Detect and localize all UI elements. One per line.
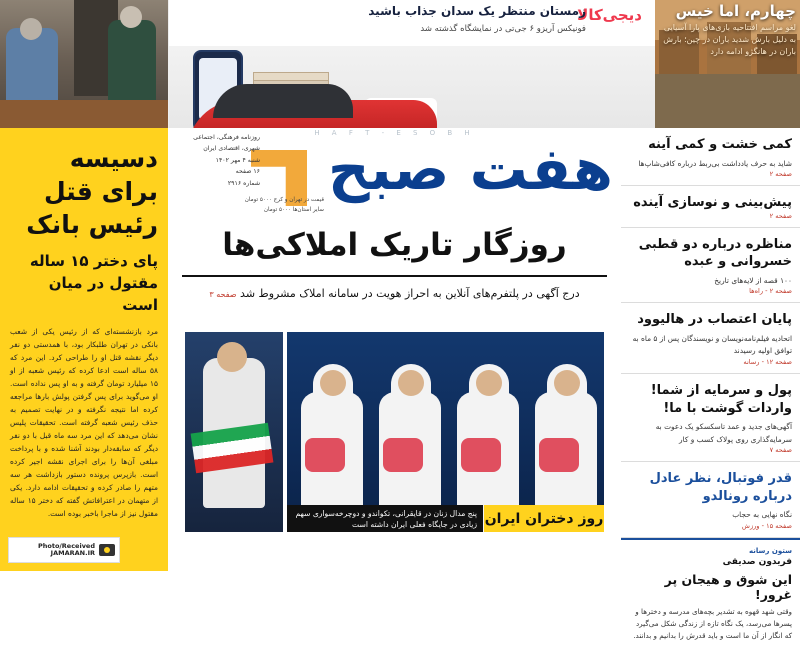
medalists-photo [287, 332, 604, 532]
brief-6-more: صفحه ۱۵ - ورزش [741, 521, 792, 530]
photo-desk [0, 100, 168, 128]
digikala-advertisement[interactable] [168, 0, 656, 128]
masthead [168, 128, 621, 220]
caption-text: پنج مدال زنان در قایقرانی، تکواندو و دوچرخه‌سواری سهم زیادی در جایگاه فعلی ایران داشته است [287, 505, 483, 532]
main-story-block [168, 220, 621, 330]
brief-5-body: آگهی‌های جدید و عمد تاسکسکو یک دعوت به سرمایه‌گذاری روی پولاک کسب و کار [655, 422, 792, 444]
masthead-kicker: H A F T - E S O B H [314, 129, 475, 137]
meta-line-4: ۱۶ صفحه [235, 168, 260, 176]
brief-6-body: نگاه نهایی به حجاب [732, 510, 792, 520]
brief-2-title: پیش‌بینی و نوسازی آینده [633, 195, 792, 211]
price-line-1: قیمت در تهران و کرج ۵۰۰۰ تومان [244, 197, 324, 203]
ad-top-band [169, 0, 656, 46]
meta-line-3: شنبه ۴ مهر ۱۴۰۲ [215, 156, 260, 164]
brief-2-more: صفحه ۲ [769, 211, 792, 220]
photo-credit-line-1: Photo/Received [37, 541, 95, 550]
brief-3-body: ۱۰۰ قصه از لایه‌های تاریخ [714, 275, 792, 285]
ad-subline: فونیکس آریزو ۶ جی‌تی در نمایشگاه گذشته شد [420, 24, 586, 34]
brief-4-title: پایان اعتصاب در هالیوود [637, 312, 792, 328]
brief-3-title: مناظره درباره دو قطبی خسروانی و عبده [638, 236, 792, 270]
left-subhead: پای دختر ۱۵ ساله مقتول در میان است [29, 252, 158, 314]
brief-4-body: اتحادیه فیلم‌نامه‌نویسان و نویسندگان پس از ۵ ماه به توافق اولیه رسیدند [632, 333, 792, 356]
left-story-column [0, 128, 168, 571]
meta-line-2: شهری، اقتصادی ایران [203, 145, 260, 153]
masthead-meta [174, 132, 260, 189]
medalist-3-head [476, 370, 502, 396]
meta-line-1: روزنامه فرهنگی، اجتماعی [193, 134, 260, 141]
ad-headline: زمستان منتظر یک سدان جذاب باشید [368, 4, 586, 18]
headline-rule [182, 275, 607, 277]
brief-item-4[interactable] [621, 303, 800, 374]
brief-item-3[interactable] [621, 228, 800, 304]
medalist-2-bouquet [383, 438, 423, 472]
brief-1-title: کمی خشت و کمی آینه [648, 137, 792, 152]
opinion-body: وقتی شهد قهوه به تشدیر بچه‌های مدرسه و دخترها و پسرها می‌رسد، یک نگاه تازه از زندگی شکل می‌گیرد که انگار از آن ما است و باید قدرش را بدانیم و بدانند. [633, 606, 792, 641]
taekwondo-photo [185, 332, 283, 532]
masthead-title: هفت صبح [327, 135, 613, 203]
photo-head-seated [20, 18, 42, 40]
camera-icon [99, 544, 115, 556]
photo-credit-lines [38, 543, 95, 558]
brief-item-2[interactable] [621, 186, 800, 228]
caption-badge: روز دختران ایران [484, 505, 604, 532]
arrest-photo [0, 0, 168, 128]
meta-line-5: شماره ۲۹۱۶ [227, 179, 260, 187]
medalist-3-bouquet [461, 438, 501, 472]
brief-3-more: صفحه ۲ - راه‌ها [749, 287, 792, 296]
bottom-filler [185, 537, 604, 571]
left-headline: دسیسه برای قتل رئیس بانک [26, 144, 158, 239]
brief-item-1[interactable] [621, 128, 800, 186]
opinion-title: این شوق و هیجان پر غرور! [664, 571, 792, 602]
left-body-text: مرد بازنشسته‌ای که از رئیس یکی از شعب بانکی در تهران طلبکار بود، با همدستی دو نفر دیگر نقشه قتل او را طراحی کرد. این مرد که ۵۸ ساله است ادعا کرده که رئیس شعبه از او ۱۵ میلیارد تومان گرفته و به او پس نداده است. او می‌گوید برای پس گرفتن پولش بارها مراجعه کرده اما نتیجه نگرفته و در نهایت تصمیم به حذف رئیس شعبه گرفته است. تحقیقات پلیس نشان می‌دهد که این مرد سه ماه قبل با دو نفر دیگر که سابقه‌دار بودند آشنا شده و با پرداخت مبلغی آن‌ها را برای اجرای نقشه اجیر کرده است. بازپرس پرونده دستور بازداشت هر سه متهم را صادر کرده و تحقیقات ادامه دارد. یکی از متهمان در اعترافاتش گفته که دختر ۱۵ ساله مقتول نیز از ماجرا باخبر بوده است. [10, 327, 158, 518]
digikala-logo: دیجی‌کالا [577, 6, 642, 24]
opinion-author: فریدون صدیقی [722, 556, 792, 567]
photo-head-officer [120, 6, 142, 28]
brief-5-title: پول و سرمایه از شما! واردات گوشت با ما! [650, 383, 792, 416]
main-deck-more: صفحه ۳ [209, 289, 237, 299]
opinion-label: ستون رسانه [749, 546, 792, 555]
teaser-title: چهارم، اما خیس [675, 2, 796, 20]
ad-lower-band [169, 46, 656, 128]
medalist-4-bouquet [539, 438, 579, 472]
brief-1-more: صفحه ۲ [769, 170, 792, 179]
brief-item-5[interactable] [621, 374, 800, 462]
photo-figure-officer [108, 20, 156, 104]
flood-teaser[interactable] [655, 0, 800, 128]
right-briefs-column [621, 128, 800, 641]
brief-5-more: صفحه ۷ [769, 446, 792, 455]
photo-caption-bar [287, 505, 604, 532]
opinion-column[interactable] [621, 538, 800, 650]
main-deck: درج آگهی در پلتفرم‌های آنلاین به احراز هویت در سامانه املاک مشروط شد [240, 286, 580, 300]
teaser-water [655, 74, 800, 128]
main-headline: روزگار تاریک املاکی‌ها [222, 227, 567, 263]
brief-4-more: صفحه ۱۲ - رسانه [743, 358, 792, 367]
brief-1-body: شاید به حرف یادداشت بی‌ربط درباره کافی‌شاپ‌ها [638, 158, 792, 168]
car-illustration [187, 100, 437, 128]
taekwondo-athlete-head [217, 342, 247, 372]
brief-item-6[interactable] [621, 462, 800, 538]
medalist-1-head [320, 370, 346, 396]
medalist-2-head [398, 370, 424, 396]
photo-credit-line-2: JAMARAN.IR [50, 549, 95, 557]
teaser-body: لغو مراسم افتتاحیه بازی‌های پارا آسیایی به دلیل بارش شدید باران در چین؛ بارش باران در هانگژو ادامه دارد [663, 23, 796, 56]
medalist-4-head [554, 370, 580, 396]
price-line-2: سایر استان‌ها ۵۰۰۰ تومان [263, 206, 324, 213]
medalist-1-bouquet [305, 438, 345, 472]
main-deck-wrap [178, 285, 611, 303]
photo-credit [8, 537, 120, 563]
masthead-price [174, 196, 324, 215]
brief-6-title: قدر فوتبال، نظر عادل درباره رونالدو [649, 471, 792, 504]
top-strip [0, 0, 800, 128]
